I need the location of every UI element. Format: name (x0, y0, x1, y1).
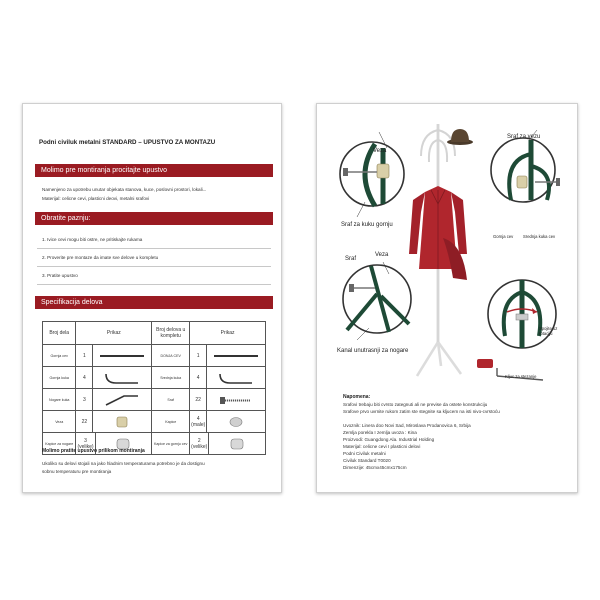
label-sraf: Sraf (345, 256, 357, 262)
divider (37, 266, 271, 267)
label-kanal: Kanal unutrasnji za nogare (337, 348, 409, 354)
material-text: Materijal: celicne cevi, plasticni deovi, metalni srafovi (42, 196, 150, 201)
label-gornja-cev: Gornja cev (493, 234, 514, 239)
upper-hook-icon (93, 367, 151, 388)
detail-leg-channel (343, 262, 411, 340)
part-qty: 22 (190, 389, 206, 410)
section-heading-specification: Specifikacija delova (35, 296, 273, 309)
part-picture (190, 389, 266, 411)
detail-middle-hook (491, 130, 560, 202)
bottom-tube-icon (207, 345, 265, 366)
part-picture (76, 411, 152, 433)
part-qty: 4 (76, 367, 92, 388)
part-name: Kapice za nogare (43, 433, 76, 455)
instruction-page-right (316, 103, 578, 493)
table-header-row (43, 322, 266, 345)
divider (37, 248, 271, 249)
attention-item-2: 2. Proverite pre montaze da imate sve delove u kompletu (42, 255, 159, 260)
part-qty: 3 (velike) (76, 433, 95, 454)
part-name: DONJA CEV (152, 345, 190, 367)
part-picture (76, 367, 152, 389)
follow-instructions-heading: Molimo pratite upustvo prilikom montiranja (42, 448, 145, 454)
manufacturer-line: Proizvodi: Guangdong Ala. Industrial Holding (343, 437, 435, 442)
dimensions-line: Dimenzije: 45cmx45cmx175cm (343, 465, 407, 470)
small-cap-icon (207, 411, 265, 432)
screw-icon (207, 389, 265, 410)
part-qty: 4 (190, 367, 206, 388)
footer-text: Ukoliko su delovi stojali na jako hladnim temperaturama potrebno je da dostignu (42, 461, 205, 466)
table-row (43, 345, 266, 367)
part-name: Kapice (152, 411, 190, 433)
attention-item-1: 1. Ivice cevi mogu biti ostre, ne pritiskajte rukama (42, 237, 143, 242)
table-row (43, 389, 266, 411)
part-qty: 22 (76, 411, 92, 432)
part-picture (190, 433, 266, 455)
part-qty: 4 (male) (190, 411, 207, 432)
part-qty: 3 (76, 389, 92, 410)
col-header: Prikaz (76, 322, 152, 345)
origin-line: Zemlja porekla I zemlja uvoza : Kina (343, 430, 417, 435)
col-header: Broj dela (43, 322, 76, 345)
middle-hook-icon (207, 367, 265, 388)
part-name: Kapice za gornju cev (152, 433, 190, 455)
detail-tube-rotation (488, 280, 556, 348)
coat-drawing (409, 186, 467, 280)
label-sraf-za-vezu: Sraf za vezu (507, 134, 541, 140)
connector-icon (93, 411, 151, 432)
label-kljuc: Kljuc za stezanje (505, 374, 537, 379)
col-header: Broj delova u kompletu (152, 322, 190, 345)
label-sraf-za-kuku: Sraf za kuku gornju (341, 222, 393, 228)
part-name: Nogare kuka (43, 389, 76, 411)
top-cap-icon (209, 433, 265, 454)
parts-table (42, 321, 266, 455)
part-picture (190, 345, 266, 367)
section-heading-attention: Obratite paznju: (35, 212, 273, 225)
footer-text: sobnu temperaturu pre montiranja (42, 469, 112, 474)
part-picture (190, 411, 266, 433)
instruction-page-left (22, 103, 282, 493)
part-picture (76, 345, 152, 367)
note-line: Srafove prvo uvrnite rukom zatim ste stegnite sa kljucem na isti nivo-cvrstoću (343, 409, 500, 414)
leg-icon (93, 389, 151, 410)
part-name: Sraf (152, 389, 190, 411)
divider (37, 284, 271, 285)
part-name: Veza (43, 411, 76, 433)
part-qty: 2 (velike) (190, 433, 209, 454)
product-line: Podni Civiluk metalni (343, 451, 386, 456)
col-header: Prikaz (190, 322, 266, 345)
note-heading: Napomena: (343, 394, 371, 400)
part-qty: 1 (76, 345, 92, 366)
note-line: Srafovi trebaju biti cvrsto zategnuti ali ne previse da ostete konstrukciju (343, 402, 488, 407)
part-picture (76, 389, 152, 411)
model-line: Civiluk Standard T0020 (343, 458, 391, 463)
usage-text: Namenjeno za upotrebu unutar objekata stanova, kuce, poslovni prostori, lokali... (42, 187, 207, 192)
part-qty: 1 (190, 345, 206, 366)
section-heading-read-first: Molimo pre montiranja procitajte upustvo (35, 164, 273, 177)
label-srednja-kuka: Srednja kuka cev (523, 234, 556, 239)
detail-top-connector (340, 132, 404, 217)
label-veza-mid: Veza (375, 252, 389, 258)
table-row (43, 411, 266, 433)
part-picture (190, 367, 266, 389)
attention-item-3: 3. Pratite upustvo (42, 273, 78, 278)
document-title: Podni civiluk metalni STANDARD – UPUSTVO ZA MONTAZU (39, 139, 216, 146)
label-veza-top: Veza (373, 148, 387, 154)
part-name: Srednja kuka (152, 367, 190, 389)
material-line: Materijal: celicne cevi I plasticni delovi (343, 444, 421, 449)
label-spojite: Spojite uz rotaciju (539, 326, 558, 336)
table-row (43, 367, 266, 389)
importer-line: Uvoznik: Linera doo Novi Sad, Miroslava Prodanovica 6, Srbija (343, 423, 471, 428)
part-name: Gornja cev (43, 345, 76, 367)
part-name: Gornja kuka (43, 367, 76, 389)
top-tube-icon (93, 345, 151, 366)
